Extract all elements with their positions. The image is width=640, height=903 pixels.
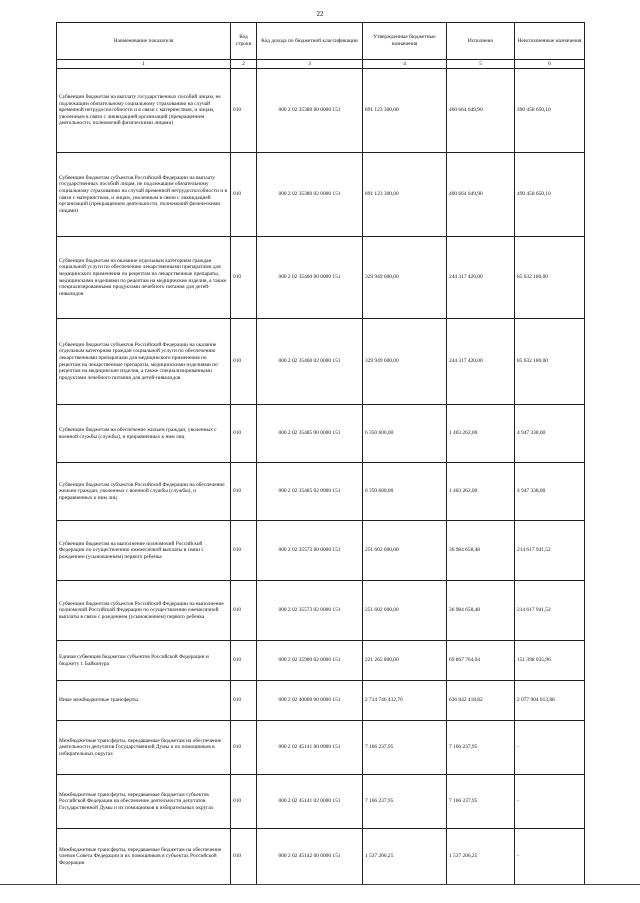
row-name: Субвенции бюджетам на оказание отдельным категориям граждан социальной услуги по обеспечению лекарственными препаратами для медицинского применения по рецептам на лекарственные препараты, медицинскими изделиями по рецептам на медицинские изделия, а также специализированными продуктами лечебного питания для детей-инвалидов — [57, 237, 231, 319]
row-name: Субвенции бюджетам на выплату государственных пособий лицам, не подлежащим обязательному социальному страхованию на случай временной нетрудоспособности и в связи с материнством, и лицам, уволенным в связи с ликвидацией организаций (прекращением деятельности, полномочий физическими лицами) — [57, 69, 231, 153]
row-executed: 36 984 658,48 — [447, 581, 515, 641]
row-name: Субвенции бюджетам субъектов Российской Федерации на оказание отдельным категориям граждан социальной услуги по обеспечению лекарственными препаратами для медицинского применения по рецептам на лекарственные препараты, медицинскими изделиями по рецептам на медицинские изделия, а также специализированными продуктами лечебного питания для детей-инвалидов — [57, 319, 231, 405]
row-code: 010 — [231, 69, 257, 153]
row-executed: 400 664 649,90 — [447, 153, 515, 237]
row-code: 010 — [231, 581, 257, 641]
row-kbk: 000 2 02 35380 00 0000 151 — [257, 69, 363, 153]
row-code: 010 — [231, 775, 257, 829]
table-row — [57, 521, 585, 581]
table-row — [57, 581, 585, 641]
row-unexecuted: 85 632 180,00 — [515, 319, 585, 405]
header-approved: Утвержденные бюджетные назначения — [363, 23, 447, 60]
row-kbk: 000 2 02 35485 02 0000 151 — [257, 463, 363, 521]
row-code: 010 — [231, 405, 257, 463]
row-executed: 7 166 237,95 — [447, 721, 515, 775]
row-unexecuted: 151 398 035,96 — [515, 641, 585, 681]
row-approved: 329 949 600,00 — [363, 237, 447, 319]
row-approved: 6 350 600,00 — [363, 405, 447, 463]
row-executed: 1 403 262,00 — [447, 405, 515, 463]
row-kbk: 000 2 02 35485 00 0000 151 — [257, 405, 363, 463]
row-code: 010 — [231, 681, 257, 721]
table-row — [57, 237, 585, 319]
table-row — [57, 641, 585, 681]
row-code: 010 — [231, 463, 257, 521]
row-kbk: 000 2 02 35460 00 0000 151 — [257, 237, 363, 319]
row-unexecuted: 85 632 180,00 — [515, 237, 585, 319]
row-kbk: 000 2 02 40000 00 0000 151 — [257, 681, 363, 721]
row-unexecuted: - — [515, 721, 585, 775]
row-executed: 244 317 420,00 — [447, 237, 515, 319]
row-name: Межбюджетные трансферты, передаваемые бюджетам субъектов Российской Федерации на обеспечение деятельности депутатов Государственной Думы и их помощников в избирательных округах — [57, 775, 231, 829]
row-name: Межбюджетные трансферты, передаваемые бюджетам на обеспечение членов Совета Федерации и их помощников в субъектах Российской Федерации — [57, 829, 231, 885]
row-executed: 7 166 237,95 — [447, 775, 515, 829]
header-unexecuted: Неисполненные назначения — [515, 23, 585, 60]
table-row — [57, 829, 585, 885]
row-name: Субвенции бюджетам субъектов Российской Федерации на обеспечение жильем граждан, уволенных с военной службы (службы), и приравненных к ним лиц — [57, 463, 231, 521]
row-code: 010 — [231, 521, 257, 581]
page-number: 22 — [316, 10, 324, 18]
column-number: 2 — [231, 60, 257, 69]
row-kbk: 000 2 02 35460 02 0000 151 — [257, 319, 363, 405]
row-name: Субвенции бюджетам субъектов Российской Федерации на выплату государственных пособий лицам, не подлежащим обязательному социальному страхованию на случай временной нетрудоспособности и в связи с материнством, и лицам, уволенным в связи с ликвидацией организаций (прекращением деятельности, полномочий физическими лицами) — [57, 153, 231, 237]
row-executed: 69 867 764,04 — [447, 641, 515, 681]
row-executed: 400 664 649,90 — [447, 69, 515, 153]
row-unexecuted: 4 947 338,00 — [515, 405, 585, 463]
row-kbk: 000 2 02 45141 02 0000 151 — [257, 775, 363, 829]
row-unexecuted: 490 458 650,10 — [515, 69, 585, 153]
row-kbk: 000 2 02 45142 00 0000 151 — [257, 829, 363, 885]
row-unexecuted: - — [515, 829, 585, 885]
row-code: 010 — [231, 237, 257, 319]
table-row — [57, 463, 585, 521]
row-name: Субвенции бюджетам на обеспечение жильем граждан, уволенных с военной службы (службы), и приравненных к ним лиц — [57, 405, 231, 463]
page-bottom-rule — [0, 884, 640, 885]
table-row — [57, 775, 585, 829]
header-executed: Исполнено — [447, 23, 515, 60]
column-number: 5 — [447, 60, 515, 69]
row-name: Единая субвенция бюджетам субъектов Российской Федерации и бюджету г. Байконура — [57, 641, 231, 681]
row-kbk: 000 2 02 35573 02 0000 151 — [257, 581, 363, 641]
row-name: Иные межбюджетные трансферты — [57, 681, 231, 721]
row-unexecuted: 2 077 904 013,88 — [515, 681, 585, 721]
row-kbk: 000 2 02 35380 02 0000 151 — [257, 153, 363, 237]
row-approved: 7 166 237,95 — [363, 775, 447, 829]
table-row — [57, 681, 585, 721]
column-number: 4 — [363, 60, 447, 69]
table-row — [57, 721, 585, 775]
row-executed: 1 403 262,00 — [447, 463, 515, 521]
row-executed: 244 317 420,00 — [447, 319, 515, 405]
header-name: Наименование показателя — [57, 23, 231, 60]
row-approved: 891 123 300,00 — [363, 69, 447, 153]
row-executed: 36 984 658,48 — [447, 521, 515, 581]
row-approved: 251 602 600,00 — [363, 521, 447, 581]
header-row — [57, 23, 585, 60]
table-row — [57, 153, 585, 237]
row-code: 010 — [231, 721, 257, 775]
column-number-row — [57, 60, 585, 69]
table-row — [57, 319, 585, 405]
row-approved: 7 166 237,95 — [363, 721, 447, 775]
row-approved: 2 714 746 432,70 — [363, 681, 447, 721]
row-approved: 6 350 600,00 — [363, 463, 447, 521]
row-code: 010 — [231, 319, 257, 405]
row-name: Субвенции бюджетам субъектов Российской Федерации на выполнение полномочий Российской Федерации по осуществлению ежемесячной выплаты в связи с рождением (усыновлением) первого ребенка — [57, 581, 231, 641]
row-code: 010 — [231, 153, 257, 237]
column-number: 1 — [57, 60, 231, 69]
row-approved: 891 123 300,00 — [363, 153, 447, 237]
header-kbk: Код дохода по бюджетной классификации — [257, 23, 363, 60]
row-kbk: 000 2 02 35900 02 0000 151 — [257, 641, 363, 681]
row-approved: 221 265 800,00 — [363, 641, 447, 681]
row-approved: 329 949 600,00 — [363, 319, 447, 405]
row-name: Субвенции бюджетам на выполнение полномочий Российской Федерации по осуществлению ежемесячной выплаты в связи с рождением (усыновлением) первого ребенка — [57, 521, 231, 581]
column-number: 3 — [257, 60, 363, 69]
row-unexecuted: - — [515, 775, 585, 829]
row-approved: 1 537 206,25 — [363, 829, 447, 885]
row-executed: 1 537 206,25 — [447, 829, 515, 885]
row-approved: 251 602 600,00 — [363, 581, 447, 641]
row-code: 010 — [231, 641, 257, 681]
table-row — [57, 405, 585, 463]
header-code: Код строки — [231, 23, 257, 60]
column-number: 6 — [515, 60, 585, 69]
row-kbk: 000 2 02 35573 00 0000 151 — [257, 521, 363, 581]
table-row — [57, 69, 585, 153]
row-unexecuted: 214 617 941,52 — [515, 521, 585, 581]
row-name: Межбюджетные трансферты, передаваемые бюджетам на обеспечение деятельности депутатов Государственной Думы и их помощников в избирательных округах — [57, 721, 231, 775]
row-unexecuted: 490 458 650,10 — [515, 153, 585, 237]
row-unexecuted: 214 617 941,52 — [515, 581, 585, 641]
budget-execution-table — [56, 22, 585, 885]
row-executed: 636 842 418,82 — [447, 681, 515, 721]
row-unexecuted: 4 947 338,00 — [515, 463, 585, 521]
row-kbk: 000 2 02 45141 00 0000 151 — [257, 721, 363, 775]
row-code: 010 — [231, 829, 257, 885]
